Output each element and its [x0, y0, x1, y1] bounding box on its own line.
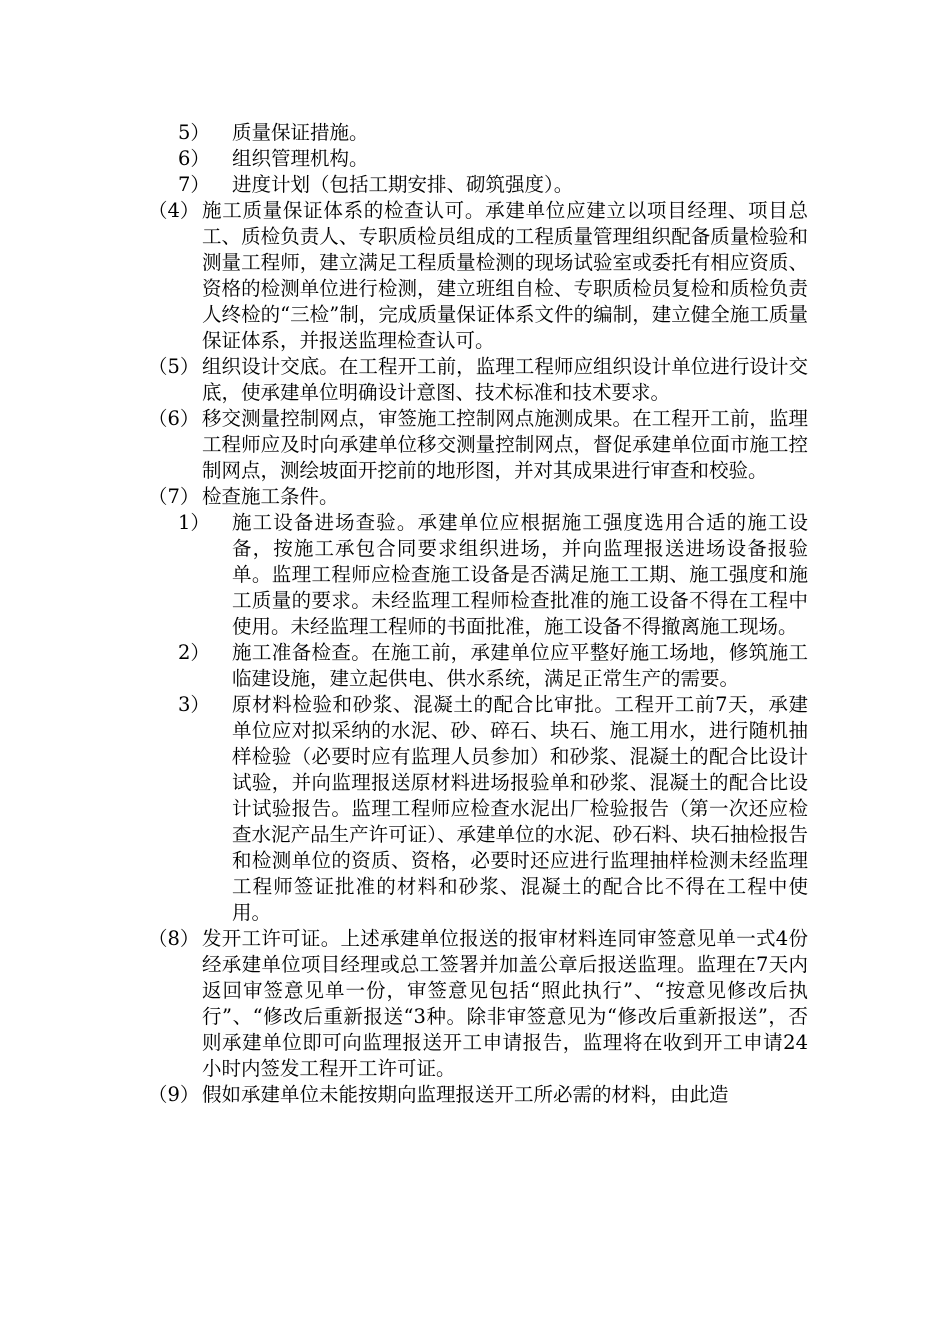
numbered-paragraph: [148, 1082, 808, 1108]
paragraph-text: 质量保证措施。: [232, 121, 369, 144]
numbered-paragraph: [148, 484, 808, 510]
numbered-paragraph: [148, 926, 808, 1082]
paragraph-text: 检查施工条件。: [202, 485, 339, 508]
paragraph-text: 进度计划（包括工期安排、砌筑强度）。: [232, 173, 574, 196]
list-marker: 1）: [178, 511, 210, 534]
numbered-paragraph: [148, 198, 808, 354]
list-marker: 7）: [178, 173, 210, 196]
list-marker: 6）: [178, 147, 210, 170]
numbered-paragraph: [148, 406, 808, 484]
paragraph-text: 组织管理机构。: [232, 147, 369, 170]
document-body: [148, 120, 808, 1108]
list-marker: （6）: [148, 407, 200, 430]
sub-list-item: [148, 172, 808, 198]
list-marker: 3）: [178, 693, 210, 716]
paragraph-text: 施工准备检查。在施工前，承建单位应平整好施工场地，修筑施工临建设施，建立起供电、供水系统，满足正常生产的需要。: [232, 641, 808, 690]
sub-list-item: [148, 510, 808, 640]
list-marker: 5）: [178, 121, 210, 144]
sub-list-item: [148, 692, 808, 926]
paragraph-text: 发开工许可证。上述承建单位报送的报审材料连同审签意见单一式4份经承建单位项目经理或总工签署并加盖公章后报送监理。监理在7天内返回审签意见单一份，审签意见包括“照此执行”、“按意见修改后执行”、“修改后重新报送“3种。除非审签意见为“修改后重新报送”，否则承建单位即可向监理报送开工申请报告，监理将在收到开工申请24小时内签发工程开工许可证。: [202, 927, 808, 1080]
list-marker: （7）: [148, 485, 200, 508]
sub-list-item: [148, 146, 808, 172]
list-marker: （9）: [148, 1083, 200, 1106]
paragraph-text: 原材料检验和砂浆、混凝土的配合比审批。工程开工前7天，承建单位应对拟采纳的水泥、砂、碎石、块石、施工用水，进行随机抽样检验（必要时应有监理人员参加）和砂浆、混凝土的配合比设计试验，并向监理报送原材料进场报验单和砂浆、混凝土的配合比设计试验报告。监理工程师应检查水泥出厂检验报告（第一次还应检查水泥产品生产许可证）、承建单位的水泥、砂石料、块石抽检报告和检测单位的资质、资格，必要时还应进行监理抽样检测未经监理工程师签证批准的材料和砂浆、混凝土的配合比不得在工程中使用。: [232, 693, 808, 924]
list-marker: （8）: [148, 927, 200, 950]
list-marker: 2）: [178, 641, 210, 664]
numbered-paragraph: [148, 354, 808, 406]
paragraph-text: 组织设计交底。在工程开工前，监理工程师应组织设计单位进行设计交底，使承建单位明确设计意图、技术标准和技术要求。: [202, 355, 808, 404]
paragraph-text: 假如承建单位未能按期向监理报送开工所必需的材料，由此造: [202, 1083, 729, 1106]
list-marker: （4）: [148, 199, 200, 222]
sub-list-item: [148, 120, 808, 146]
list-marker: （5）: [148, 355, 200, 378]
sub-list-item: [148, 640, 808, 692]
paragraph-text: 施工设备进场查验。承建单位应根据施工强度选用合适的施工设备，按施工承包合同要求组织进场，并向监理报送进场设备报验单。监理工程师应检查施工设备是否满足施工工期、施工强度和施工质量的要求。未经监理工程师检查批准的施工设备不得在工程中使用。未经监理工程师的书面批准，施工设备不得撤离施工现场。: [232, 511, 808, 638]
paragraph-text: 移交测量控制网点，审签施工控制网点施测成果。在工程开工前，监理工程师应及时向承建单位移交测量控制网点，督促承建单位面市施工控制网点，测绘坡面开挖前的地形图，并对其成果进行审查和校验。: [202, 407, 808, 482]
paragraph-text: 施工质量保证体系的检查认可。承建单位应建立以项目经理、项目总工、质检负责人、专职质检员组成的工程质量管理组织配备质量检验和测量工程师，建立满足工程质量检测的现场试验室或委托有相应资质、资格的检测单位进行检测，建立班组自检、专职质检员复检和质检负责人终检的“三检”制，完成质量保证体系文件的编制，建立健全施工质量保证体系，并报送监理检查认可。: [202, 199, 808, 352]
